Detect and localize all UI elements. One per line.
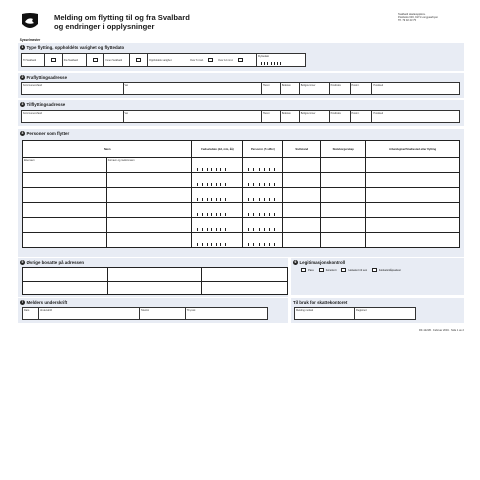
duration-cell: Oppholdéts varighet: Over 6 mnd. Over 12 mnd. — [148, 54, 275, 66]
birthdate-cell[interactable] — [192, 173, 243, 188]
given-names-cell[interactable] — [106, 218, 192, 233]
checkbox-from-svalbard[interactable] — [87, 54, 105, 66]
section-from-address — [18, 73, 464, 98]
given-names-cell[interactable] — [106, 158, 192, 173]
checkbox[interactable] — [136, 58, 141, 62]
person-row — [23, 218, 460, 233]
from-letter-field[interactable]: Bokstav — [281, 83, 300, 94]
section-number: 1 — [21, 45, 24, 50]
given-names-cell[interactable] — [106, 203, 192, 218]
personal-number-cell[interactable] — [243, 233, 283, 248]
from-municipality-field[interactable]: Kommunenr/land — [22, 83, 124, 94]
digit-ticks — [248, 183, 274, 186]
surname-cell[interactable] — [23, 188, 107, 203]
address-line-2: Postboks 633, 9171 Longyearbyen — [398, 16, 439, 19]
checkbox-birth-certificate[interactable] — [372, 268, 377, 272]
id-options: Pass Førerkort Helsekort til svø Fødsels/dåpsattest — [301, 268, 401, 272]
logo-text: Sysselmester — [19, 38, 41, 42]
marital-status-cell[interactable] — [283, 188, 321, 203]
checkbox-to-svalbard[interactable] — [45, 54, 63, 66]
email-field[interactable]: TF-post — [186, 308, 196, 312]
surname-cell[interactable] — [23, 203, 107, 218]
citizenship-cell[interactable] — [321, 218, 366, 233]
personal-number-cell[interactable] — [243, 203, 283, 218]
col-header-personal-number: Personnr. (5 siffer) — [243, 141, 283, 158]
registered-field[interactable]: Registrert — [356, 308, 367, 312]
checkbox-drivers-license[interactable] — [319, 268, 324, 272]
digit-ticks — [197, 228, 225, 231]
person-row — [23, 173, 460, 188]
col-header-name: Navn — [23, 141, 192, 158]
to-house-number-field[interactable]: Husnr. — [262, 111, 281, 122]
citizenship-cell[interactable] — [321, 173, 366, 188]
checkbox-passport[interactable] — [301, 268, 306, 272]
employer-cell[interactable] — [366, 158, 460, 173]
employer-cell[interactable] — [366, 188, 460, 203]
signature-row — [22, 307, 268, 320]
move-date-label: Flyttedato — [258, 54, 269, 58]
employer-cell[interactable] — [366, 173, 460, 188]
digit-ticks — [197, 243, 225, 246]
given-names-cell[interactable] — [106, 233, 192, 248]
given-names-cell[interactable] — [106, 173, 192, 188]
persons-table — [22, 140, 460, 248]
digit-ticks — [248, 243, 274, 246]
personal-number-cell[interactable] — [243, 188, 283, 203]
birthdate-cell[interactable] — [192, 158, 243, 173]
address-line-1: Svalbard skatteoppkrev. — [398, 13, 426, 16]
signature-field[interactable]: Underskrift — [39, 308, 140, 319]
to-po-box-field[interactable]: Postboks — [330, 111, 351, 122]
person-row — [23, 203, 460, 218]
section-title — [20, 45, 124, 50]
birthdate-cell[interactable] — [192, 203, 243, 218]
employer-cell[interactable] — [366, 218, 460, 233]
section-title: 2 Fraflyttingsadresse — [21, 75, 68, 80]
digit-ticks — [197, 213, 225, 216]
logo — [19, 12, 41, 42]
col-header-employer: Arbeidsgiver/Studiested etter flytting — [366, 141, 460, 158]
surname-cell[interactable] — [23, 173, 107, 188]
digit-ticks — [248, 168, 274, 171]
from-po-box-field[interactable]: Postboks — [330, 83, 351, 94]
personal-number-cell[interactable] — [243, 173, 283, 188]
from-street-field[interactable]: Vei — [124, 83, 262, 94]
personal-number-cell[interactable] — [243, 158, 283, 173]
page-title — [54, 13, 190, 31]
checkbox-over-6[interactable] — [208, 58, 213, 62]
col-header-marital-status: Sivilstand — [283, 141, 321, 158]
to-city-field[interactable]: Poststed — [373, 111, 384, 115]
section-persons — [18, 129, 464, 257]
section-other-residents — [18, 258, 288, 297]
duration-label: Oppholdéts varighet: — [149, 59, 173, 62]
citizenship-cell[interactable] — [321, 188, 366, 203]
footer-text: RF-1221B · Februar 2004 · Side 1 av 2 — [419, 329, 464, 332]
checkbox-over-12[interactable] — [238, 58, 243, 62]
office-row — [294, 307, 416, 320]
digit-ticks — [197, 198, 225, 201]
other-residents-grid — [22, 267, 288, 295]
to-street-field[interactable]: Vei — [124, 111, 262, 122]
employer-cell[interactable] — [366, 233, 460, 248]
to-postcode-field[interactable]: Postnr. — [351, 111, 373, 122]
digit-ticks — [197, 183, 225, 186]
employer-cell[interactable] — [366, 203, 460, 218]
section-office-use — [291, 298, 464, 323]
col-header-citizenship: Statsborgerskap — [321, 141, 366, 158]
checkbox[interactable] — [51, 58, 56, 62]
given-names-cell[interactable] — [106, 188, 192, 203]
from-dwelling-number-field[interactable]: Bolignummer — [300, 83, 330, 94]
surname-cell[interactable] — [23, 233, 107, 248]
from-house-number-field[interactable]: Husnr. — [262, 83, 281, 94]
title-line-1: Melding om flytting til og fra Svalbard — [54, 13, 190, 22]
phone-field[interactable]: Telefon — [140, 308, 186, 319]
option-within-svalbard[interactable]: Innen Svalbard — [104, 54, 130, 66]
section-id-check — [291, 258, 464, 295]
personal-number-cell[interactable] — [243, 218, 283, 233]
section-title: 3 Tilflyttingsadresse — [21, 102, 66, 107]
from-city-field[interactable]: Poststed — [373, 83, 384, 87]
move-type-row — [21, 53, 276, 67]
emblem-icon — [19, 12, 41, 32]
option-to-svalbard[interactable]: Til Svalbard — [22, 54, 45, 66]
from-postcode-field[interactable]: Postnr. — [351, 83, 373, 94]
citizenship-cell[interactable] — [321, 203, 366, 218]
move-date-field[interactable] — [256, 53, 306, 67]
section-title: 6 Legitimasjonskontroll — [294, 260, 346, 265]
checkbox[interactable] — [93, 58, 98, 62]
person-row — [23, 188, 460, 203]
given-names-label: Fornavn og mellomnavn — [107, 158, 135, 162]
section-move-type — [18, 43, 464, 71]
section-title: 7 Melders underskrift — [21, 300, 68, 305]
digit-ticks — [248, 228, 274, 231]
section-title-text: Type flytting, oppholdéts varighet og flyttedato — [26, 45, 125, 50]
citizenship-cell[interactable] — [321, 233, 366, 248]
from-address-row — [21, 82, 460, 95]
marital-status-cell[interactable] — [283, 233, 321, 248]
to-dwelling-number-field[interactable]: Bolignummer — [300, 111, 330, 122]
person-row — [23, 233, 460, 248]
surname-label: Etternavn — [24, 158, 35, 162]
office-address — [398, 13, 438, 22]
office-title: Til bruk for skattekontoret — [293, 300, 348, 305]
section-title: 4 Personer som flytter — [21, 131, 70, 136]
section-signature — [18, 298, 288, 323]
marital-status-cell[interactable] — [283, 173, 321, 188]
address-line-3: Tlf. 79 02 43 75 — [398, 19, 417, 22]
checkbox-health-card[interactable] — [341, 268, 346, 272]
to-address-row — [21, 110, 460, 123]
option-from-svalbard[interactable]: Fra Svalbard — [63, 54, 87, 66]
date-ticks — [261, 62, 281, 65]
birthdate-cell[interactable] — [192, 188, 243, 203]
section-to-address — [18, 100, 464, 126]
title-line-2: og endringer i opplysninger — [54, 22, 155, 31]
person-row — [23, 158, 460, 173]
checkbox-within-svalbard[interactable] — [130, 54, 148, 66]
to-municipality-field[interactable]: Kommunenr/land — [22, 111, 124, 122]
to-letter-field[interactable]: Bokstav — [281, 111, 300, 122]
citizenship-cell[interactable] — [321, 158, 366, 173]
marital-status-cell[interactable] — [283, 203, 321, 218]
digit-ticks — [197, 168, 225, 171]
surname-cell[interactable] — [23, 218, 107, 233]
marital-status-cell[interactable] — [283, 218, 321, 233]
birthdate-cell[interactable] — [192, 218, 243, 233]
surname-cell[interactable] — [23, 158, 107, 173]
section-title: 5 Øvrige bosatte på adressen — [21, 260, 85, 265]
date-field[interactable]: Dato — [23, 308, 39, 319]
received-field[interactable]: Melding mottatt — [295, 308, 355, 319]
col-header-birthdate: Fødselsdato (dd, mm, åå) — [192, 141, 243, 158]
marital-status-cell[interactable] — [283, 158, 321, 173]
digit-ticks — [248, 213, 274, 216]
digit-ticks — [248, 198, 274, 201]
birthdate-cell[interactable] — [192, 233, 243, 248]
